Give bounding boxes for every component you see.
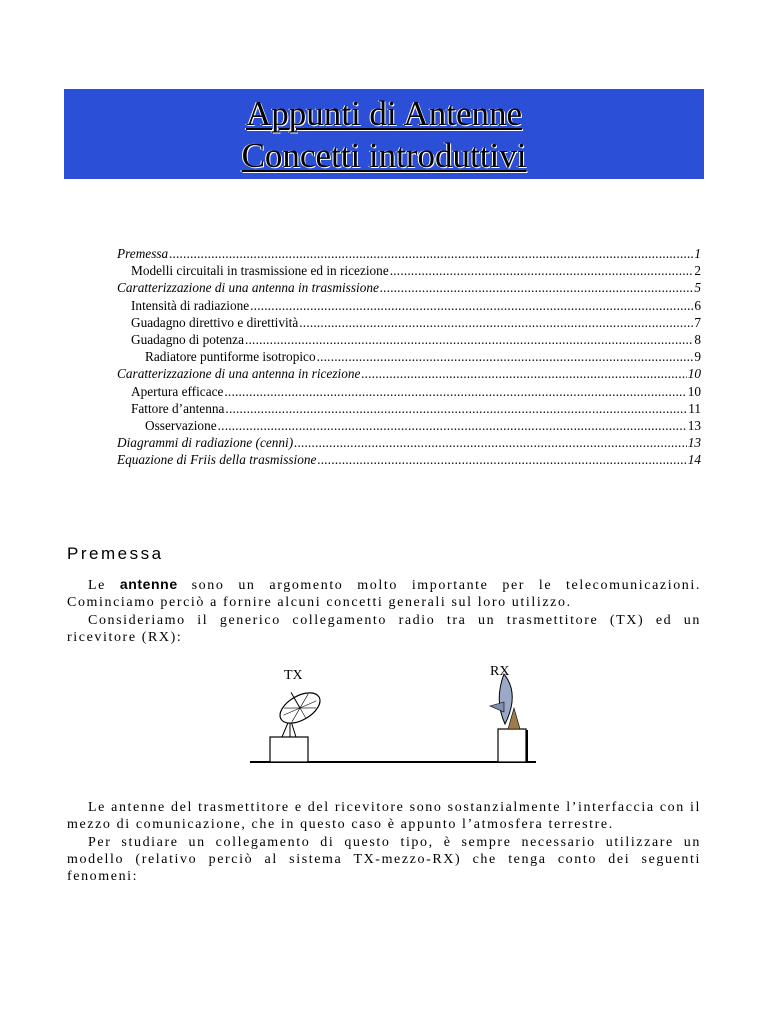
toc-entry-page: 7 (694, 314, 701, 330)
toc-entry[interactable] (117, 383, 701, 400)
toc-entry-page: 6 (694, 297, 701, 313)
toc-entry[interactable] (117, 434, 701, 451)
toc-entry-page: 1 (694, 246, 701, 261)
rx-label: RX (490, 664, 510, 679)
section-body-top (67, 576, 701, 646)
toc-leader-dots (245, 331, 693, 348)
toc-entry-page: 10 (687, 366, 701, 382)
toc-entry-label: Guadagno direttivo e direttività (131, 314, 299, 330)
toc-entry-label: Fattore d’antenna (131, 400, 225, 416)
text-run: sono un argomento molto importante per le telecomunicazioni. Cominciamo perciò a fornire alcuni concetti generali sul loro utilizzo. (67, 578, 701, 611)
toc-entry[interactable] (117, 451, 701, 468)
toc-entry[interactable] (117, 348, 701, 365)
toc-entry-label: Apertura efficace (131, 383, 224, 399)
section-body-bottom (67, 799, 701, 885)
toc-entry[interactable] (117, 400, 701, 417)
toc-leader-dots (294, 434, 687, 451)
toc-entry[interactable] (117, 331, 701, 348)
toc-entry[interactable] (117, 297, 701, 314)
toc-entry[interactable] (117, 245, 701, 262)
toc-entry[interactable] (117, 417, 701, 434)
toc-entry-label: Diagrammi di radiazione (cenni) (117, 435, 294, 451)
paragraph: Le antenne del trasmettitore e del ricevitore sono sostanzialmente l’interfaccia con il mezzo di comunicazione, che in questo caso è appunto l’atmosfera terrestre. (67, 800, 701, 833)
toc-leader-dots (225, 400, 687, 417)
toc-entry-page: 5 (694, 280, 701, 296)
toc-leader-dots (361, 365, 686, 382)
toc-leader-dots (390, 262, 694, 279)
toc-entry[interactable] (117, 314, 701, 331)
paragraph (67, 576, 701, 612)
tx-box (270, 737, 308, 762)
toc-leader-dots (169, 245, 693, 262)
keyword-antenne: antenne (119, 576, 178, 592)
toc-leader-dots (224, 383, 686, 400)
paragraph: Per studiare un collegamento di questo tipo, è sempre necessario utilizzare un modello (relativo perciò al sistema TX-mezzo-RX) che tenga conto dei seguenti fenomeni: (67, 834, 701, 885)
toc-entry-page: 11 (688, 400, 701, 416)
toc-entry[interactable] (117, 279, 701, 296)
toc-entry-label: Caratterizzazione di una antenna in trasmissione (117, 280, 379, 296)
document-title: Appunti di Antenne (245, 94, 523, 133)
rx-dish-antenna-icon (499, 674, 512, 724)
toc-entry-page: 13 (687, 435, 701, 451)
toc-entry-label: Intensità di radiazione (131, 297, 250, 313)
section-heading: Premessa (67, 544, 164, 563)
tx-dish-antenna-icon (272, 681, 325, 729)
tx-rx-link-diagram (250, 660, 540, 770)
toc-entry-label: Osservazione (145, 418, 217, 434)
toc-leader-dots (317, 451, 686, 468)
toc-entry-label: Premessa (117, 246, 169, 261)
toc-leader-dots (218, 417, 687, 434)
toc-entry-label: Modelli circuitali in trasmissione ed in ricezione (131, 263, 389, 279)
document-subtitle: Concetti introduttivi (241, 136, 527, 175)
toc-entry-page: 2 (694, 263, 701, 279)
title-banner (64, 89, 704, 179)
toc-entry-page: 13 (687, 418, 701, 434)
toc-leader-dots (299, 314, 693, 331)
toc-leader-dots (380, 279, 693, 296)
text-run: Le (88, 578, 120, 593)
toc-leader-dots (250, 297, 693, 314)
toc-entry-page: 9 (694, 349, 701, 365)
table-of-contents (117, 245, 701, 469)
toc-entry-page: 14 (687, 452, 701, 468)
toc-entry-page: 8 (694, 332, 701, 348)
rx-feed-icon (490, 702, 504, 712)
tx-label: TX (284, 668, 303, 683)
toc-entry-label: Equazione di Friis della trasmissione (117, 452, 317, 468)
toc-entry-label: Radiatore puntiforme isotropico (145, 349, 316, 365)
toc-entry-page: 10 (687, 383, 701, 399)
toc-leader-dots (317, 348, 694, 365)
rx-box (498, 729, 526, 762)
toc-entry[interactable] (117, 365, 701, 382)
toc-entry[interactable] (117, 262, 701, 279)
toc-entry-label: Guadagno di potenza (131, 332, 244, 348)
toc-entry-label: Caratterizzazione di una antenna in ricezione (117, 366, 361, 382)
paragraph: Consideriamo il generico collegamento radio tra un trasmettitore (TX) ed un ricevitore (RX): (67, 612, 701, 645)
